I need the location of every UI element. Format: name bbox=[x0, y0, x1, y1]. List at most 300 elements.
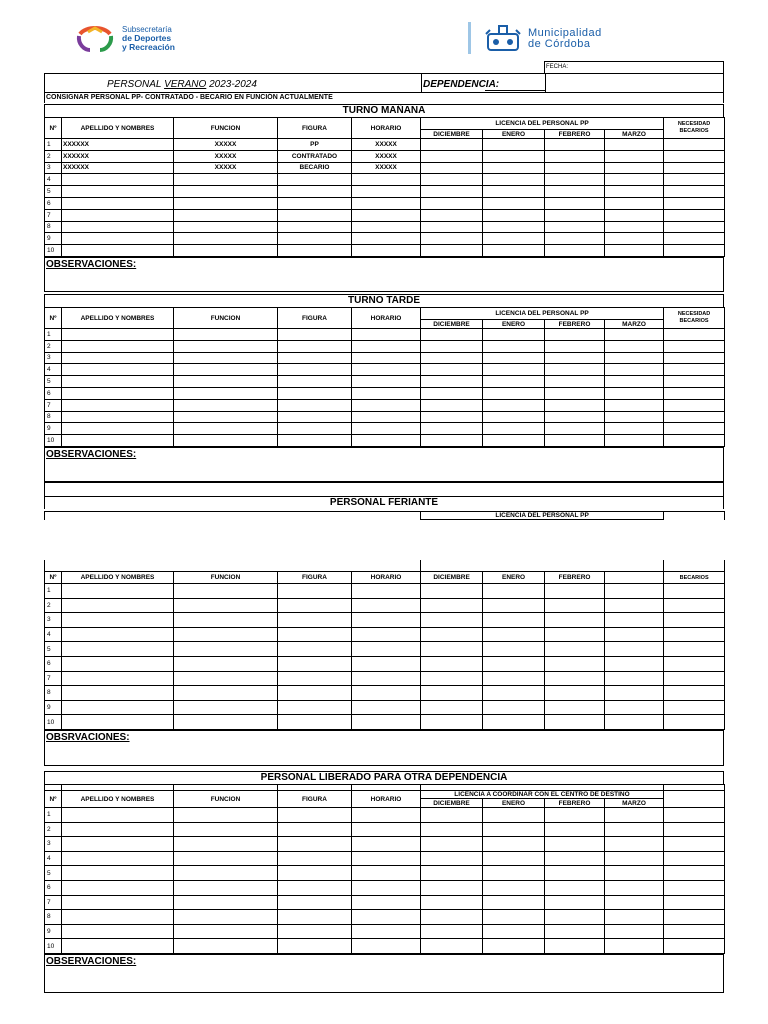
horario-cell[interactable]: XXXXX bbox=[352, 139, 421, 151]
marzo-cell[interactable] bbox=[605, 584, 664, 599]
febrero-cell[interactable] bbox=[545, 399, 605, 411]
febrero-cell[interactable] bbox=[545, 209, 605, 221]
febrero-cell[interactable] bbox=[545, 329, 605, 341]
funcion-cell[interactable] bbox=[174, 376, 278, 388]
funcion-cell[interactable] bbox=[174, 423, 278, 435]
febrero-cell[interactable] bbox=[545, 364, 605, 376]
enero-cell[interactable] bbox=[483, 686, 545, 701]
apellido-cell[interactable] bbox=[62, 866, 174, 881]
diciembre-cell[interactable] bbox=[421, 197, 483, 209]
apellido-cell[interactable]: XXXXXX bbox=[62, 162, 174, 174]
necesidad-cell[interactable] bbox=[664, 598, 725, 613]
necesidad-cell[interactable] bbox=[664, 822, 725, 837]
apellido-cell[interactable] bbox=[62, 808, 174, 823]
figura-cell[interactable] bbox=[278, 423, 352, 435]
diciembre-cell[interactable] bbox=[421, 584, 483, 599]
diciembre-cell[interactable] bbox=[421, 364, 483, 376]
apellido-cell[interactable] bbox=[62, 423, 174, 435]
febrero-cell[interactable] bbox=[545, 197, 605, 209]
funcion-cell[interactable] bbox=[174, 399, 278, 411]
diciembre-cell[interactable] bbox=[421, 329, 483, 341]
febrero-cell[interactable] bbox=[545, 435, 605, 447]
necesidad-cell[interactable] bbox=[664, 139, 725, 151]
figura-cell[interactable] bbox=[278, 910, 352, 925]
figura-cell[interactable] bbox=[278, 233, 352, 245]
diciembre-cell[interactable] bbox=[421, 686, 483, 701]
enero-cell[interactable] bbox=[483, 376, 545, 388]
febrero-cell[interactable] bbox=[545, 627, 605, 642]
funcion-cell[interactable] bbox=[174, 209, 278, 221]
apellido-cell[interactable] bbox=[62, 399, 174, 411]
funcion-cell[interactable] bbox=[174, 895, 278, 910]
diciembre-cell[interactable] bbox=[421, 186, 483, 198]
febrero-cell[interactable] bbox=[545, 221, 605, 233]
enero-cell[interactable] bbox=[483, 613, 545, 628]
diciembre-cell[interactable] bbox=[421, 340, 483, 352]
necesidad-cell[interactable] bbox=[664, 197, 725, 209]
figura-cell[interactable] bbox=[278, 221, 352, 233]
funcion-cell[interactable] bbox=[174, 686, 278, 701]
marzo-cell[interactable] bbox=[605, 671, 664, 686]
enero-cell[interactable] bbox=[483, 411, 545, 423]
marzo-cell[interactable] bbox=[605, 851, 664, 866]
enero-cell[interactable] bbox=[483, 399, 545, 411]
figura-cell[interactable] bbox=[278, 364, 352, 376]
febrero-cell[interactable] bbox=[545, 150, 605, 162]
necesidad-cell[interactable] bbox=[664, 150, 725, 162]
figura-cell[interactable] bbox=[278, 866, 352, 881]
diciembre-cell[interactable] bbox=[421, 822, 483, 837]
funcion-cell[interactable] bbox=[174, 233, 278, 245]
apellido-cell[interactable] bbox=[62, 221, 174, 233]
figura-cell[interactable] bbox=[278, 880, 352, 895]
horario-cell[interactable] bbox=[352, 627, 421, 642]
apellido-cell[interactable] bbox=[62, 924, 174, 939]
marzo-cell[interactable] bbox=[605, 364, 664, 376]
diciembre-cell[interactable] bbox=[421, 162, 483, 174]
horario-cell[interactable] bbox=[352, 837, 421, 852]
marzo-cell[interactable] bbox=[605, 352, 664, 364]
necesidad-cell[interactable] bbox=[664, 613, 725, 628]
apellido-cell[interactable] bbox=[62, 598, 174, 613]
diciembre-cell[interactable] bbox=[421, 837, 483, 852]
necesidad-cell[interactable] bbox=[664, 837, 725, 852]
marzo-cell[interactable] bbox=[605, 340, 664, 352]
figura-cell[interactable] bbox=[278, 671, 352, 686]
funcion-cell[interactable] bbox=[174, 584, 278, 599]
febrero-cell[interactable] bbox=[545, 352, 605, 364]
marzo-cell[interactable] bbox=[605, 245, 664, 257]
figura-cell[interactable] bbox=[278, 613, 352, 628]
figura-cell[interactable] bbox=[278, 435, 352, 447]
horario-cell[interactable] bbox=[352, 376, 421, 388]
diciembre-cell[interactable] bbox=[421, 233, 483, 245]
horario-cell[interactable] bbox=[352, 411, 421, 423]
marzo-cell[interactable] bbox=[605, 435, 664, 447]
funcion-cell[interactable] bbox=[174, 851, 278, 866]
marzo-cell[interactable] bbox=[605, 376, 664, 388]
necesidad-cell[interactable] bbox=[664, 924, 725, 939]
febrero-cell[interactable] bbox=[545, 910, 605, 925]
marzo-cell[interactable] bbox=[605, 613, 664, 628]
funcion-cell[interactable] bbox=[174, 808, 278, 823]
marzo-cell[interactable] bbox=[605, 387, 664, 399]
apellido-cell[interactable] bbox=[62, 174, 174, 186]
febrero-cell[interactable] bbox=[545, 139, 605, 151]
enero-cell[interactable] bbox=[483, 352, 545, 364]
marzo-cell[interactable] bbox=[605, 399, 664, 411]
funcion-cell[interactable] bbox=[174, 435, 278, 447]
apellido-cell[interactable] bbox=[62, 715, 174, 730]
diciembre-cell[interactable] bbox=[421, 352, 483, 364]
apellido-cell[interactable] bbox=[62, 671, 174, 686]
figura-cell[interactable] bbox=[278, 245, 352, 257]
figura-cell[interactable] bbox=[278, 174, 352, 186]
horario-cell[interactable] bbox=[352, 939, 421, 954]
enero-cell[interactable] bbox=[483, 656, 545, 671]
figura-cell[interactable] bbox=[278, 939, 352, 954]
figura-cell[interactable] bbox=[278, 352, 352, 364]
marzo-cell[interactable] bbox=[605, 233, 664, 245]
diciembre-cell[interactable] bbox=[421, 642, 483, 657]
observaciones-box[interactable] bbox=[44, 730, 724, 766]
enero-cell[interactable] bbox=[483, 209, 545, 221]
figura-cell[interactable] bbox=[278, 340, 352, 352]
horario-cell[interactable] bbox=[352, 895, 421, 910]
febrero-cell[interactable] bbox=[545, 387, 605, 399]
horario-cell[interactable] bbox=[352, 671, 421, 686]
marzo-cell[interactable] bbox=[605, 924, 664, 939]
marzo-cell[interactable] bbox=[605, 139, 664, 151]
diciembre-cell[interactable] bbox=[421, 598, 483, 613]
enero-cell[interactable] bbox=[483, 598, 545, 613]
funcion-cell[interactable] bbox=[174, 627, 278, 642]
figura-cell[interactable] bbox=[278, 627, 352, 642]
figura-cell[interactable] bbox=[278, 686, 352, 701]
figura-cell[interactable] bbox=[278, 837, 352, 852]
necesidad-cell[interactable] bbox=[664, 364, 725, 376]
diciembre-cell[interactable] bbox=[421, 399, 483, 411]
figura-cell[interactable] bbox=[278, 197, 352, 209]
necesidad-cell[interactable] bbox=[664, 642, 725, 657]
funcion-cell[interactable]: XXXXX bbox=[174, 162, 278, 174]
necesidad-cell[interactable] bbox=[664, 715, 725, 730]
necesidad-cell[interactable] bbox=[664, 880, 725, 895]
necesidad-cell[interactable] bbox=[664, 435, 725, 447]
figura-cell[interactable] bbox=[278, 411, 352, 423]
horario-cell[interactable] bbox=[352, 329, 421, 341]
diciembre-cell[interactable] bbox=[421, 376, 483, 388]
funcion-cell[interactable] bbox=[174, 387, 278, 399]
funcion-cell[interactable] bbox=[174, 329, 278, 341]
diciembre-cell[interactable] bbox=[421, 851, 483, 866]
enero-cell[interactable] bbox=[483, 910, 545, 925]
marzo-cell[interactable] bbox=[605, 837, 664, 852]
funcion-cell[interactable] bbox=[174, 352, 278, 364]
apellido-cell[interactable] bbox=[62, 584, 174, 599]
diciembre-cell[interactable] bbox=[421, 387, 483, 399]
enero-cell[interactable] bbox=[483, 627, 545, 642]
apellido-cell[interactable] bbox=[62, 642, 174, 657]
observaciones-box[interactable] bbox=[44, 954, 724, 993]
febrero-cell[interactable] bbox=[545, 866, 605, 881]
figura-cell[interactable]: BECARIO bbox=[278, 162, 352, 174]
horario-cell[interactable]: XXXXX bbox=[352, 162, 421, 174]
horario-cell[interactable] bbox=[352, 808, 421, 823]
febrero-cell[interactable] bbox=[545, 851, 605, 866]
funcion-cell[interactable] bbox=[174, 822, 278, 837]
figura-cell[interactable] bbox=[278, 387, 352, 399]
enero-cell[interactable] bbox=[483, 700, 545, 715]
febrero-cell[interactable] bbox=[545, 822, 605, 837]
necesidad-cell[interactable] bbox=[664, 866, 725, 881]
diciembre-cell[interactable] bbox=[421, 613, 483, 628]
enero-cell[interactable] bbox=[483, 866, 545, 881]
apellido-cell[interactable] bbox=[62, 656, 174, 671]
apellido-cell[interactable]: XXXXXX bbox=[62, 139, 174, 151]
apellido-cell[interactable] bbox=[62, 329, 174, 341]
enero-cell[interactable] bbox=[483, 387, 545, 399]
funcion-cell[interactable] bbox=[174, 671, 278, 686]
necesidad-cell[interactable] bbox=[664, 387, 725, 399]
funcion-cell[interactable] bbox=[174, 837, 278, 852]
funcion-cell[interactable] bbox=[174, 197, 278, 209]
apellido-cell[interactable] bbox=[62, 364, 174, 376]
figura-cell[interactable] bbox=[278, 209, 352, 221]
marzo-cell[interactable] bbox=[605, 808, 664, 823]
funcion-cell[interactable] bbox=[174, 411, 278, 423]
enero-cell[interactable] bbox=[483, 329, 545, 341]
marzo-cell[interactable] bbox=[605, 411, 664, 423]
horario-cell[interactable] bbox=[352, 822, 421, 837]
marzo-cell[interactable] bbox=[605, 329, 664, 341]
enero-cell[interactable] bbox=[483, 895, 545, 910]
enero-cell[interactable] bbox=[483, 924, 545, 939]
funcion-cell[interactable] bbox=[174, 245, 278, 257]
febrero-cell[interactable] bbox=[545, 939, 605, 954]
febrero-cell[interactable] bbox=[545, 880, 605, 895]
necesidad-cell[interactable] bbox=[664, 329, 725, 341]
horario-cell[interactable] bbox=[352, 352, 421, 364]
horario-cell[interactable] bbox=[352, 340, 421, 352]
enero-cell[interactable] bbox=[483, 139, 545, 151]
marzo-cell[interactable] bbox=[605, 423, 664, 435]
apellido-cell[interactable] bbox=[62, 627, 174, 642]
apellido-cell[interactable] bbox=[62, 837, 174, 852]
necesidad-cell[interactable] bbox=[664, 584, 725, 599]
diciembre-cell[interactable] bbox=[421, 627, 483, 642]
horario-cell[interactable] bbox=[352, 613, 421, 628]
febrero-cell[interactable] bbox=[545, 837, 605, 852]
funcion-cell[interactable] bbox=[174, 656, 278, 671]
horario-cell[interactable] bbox=[352, 209, 421, 221]
apellido-cell[interactable] bbox=[62, 233, 174, 245]
marzo-cell[interactable] bbox=[605, 197, 664, 209]
funcion-cell[interactable] bbox=[174, 910, 278, 925]
figura-cell[interactable]: CONTRATADO bbox=[278, 150, 352, 162]
diciembre-cell[interactable] bbox=[421, 880, 483, 895]
apellido-cell[interactable] bbox=[62, 910, 174, 925]
necesidad-cell[interactable] bbox=[664, 174, 725, 186]
necesidad-cell[interactable] bbox=[664, 162, 725, 174]
funcion-cell[interactable] bbox=[174, 221, 278, 233]
marzo-cell[interactable] bbox=[605, 715, 664, 730]
diciembre-cell[interactable] bbox=[421, 910, 483, 925]
necesidad-cell[interactable] bbox=[664, 700, 725, 715]
diciembre-cell[interactable] bbox=[421, 671, 483, 686]
apellido-cell[interactable] bbox=[62, 387, 174, 399]
necesidad-cell[interactable] bbox=[664, 686, 725, 701]
febrero-cell[interactable] bbox=[545, 162, 605, 174]
enero-cell[interactable] bbox=[483, 245, 545, 257]
marzo-cell[interactable] bbox=[605, 910, 664, 925]
febrero-cell[interactable] bbox=[545, 598, 605, 613]
figura-cell[interactable] bbox=[278, 851, 352, 866]
necesidad-cell[interactable] bbox=[664, 376, 725, 388]
horario-cell[interactable] bbox=[352, 715, 421, 730]
apellido-cell[interactable] bbox=[62, 197, 174, 209]
horario-cell[interactable] bbox=[352, 186, 421, 198]
apellido-cell[interactable] bbox=[62, 895, 174, 910]
funcion-cell[interactable] bbox=[174, 939, 278, 954]
apellido-cell[interactable] bbox=[62, 186, 174, 198]
marzo-cell[interactable] bbox=[605, 162, 664, 174]
marzo-cell[interactable] bbox=[605, 186, 664, 198]
diciembre-cell[interactable] bbox=[421, 423, 483, 435]
diciembre-cell[interactable] bbox=[421, 221, 483, 233]
febrero-cell[interactable] bbox=[545, 376, 605, 388]
figura-cell[interactable] bbox=[278, 924, 352, 939]
necesidad-cell[interactable] bbox=[664, 808, 725, 823]
figura-cell[interactable] bbox=[278, 700, 352, 715]
febrero-cell[interactable] bbox=[545, 584, 605, 599]
enero-cell[interactable] bbox=[483, 808, 545, 823]
marzo-cell[interactable] bbox=[605, 627, 664, 642]
necesidad-cell[interactable] bbox=[664, 186, 725, 198]
apellido-cell[interactable] bbox=[62, 700, 174, 715]
febrero-cell[interactable] bbox=[545, 686, 605, 701]
apellido-cell[interactable] bbox=[62, 245, 174, 257]
funcion-cell[interactable] bbox=[174, 598, 278, 613]
enero-cell[interactable] bbox=[483, 642, 545, 657]
dependencia-input-line[interactable] bbox=[485, 90, 545, 91]
necesidad-cell[interactable] bbox=[664, 910, 725, 925]
necesidad-cell[interactable] bbox=[664, 423, 725, 435]
diciembre-cell[interactable] bbox=[421, 150, 483, 162]
diciembre-cell[interactable] bbox=[421, 924, 483, 939]
horario-cell[interactable] bbox=[352, 642, 421, 657]
figura-cell[interactable]: PP bbox=[278, 139, 352, 151]
horario-cell[interactable] bbox=[352, 656, 421, 671]
enero-cell[interactable] bbox=[483, 162, 545, 174]
diciembre-cell[interactable] bbox=[421, 715, 483, 730]
diciembre-cell[interactable] bbox=[421, 656, 483, 671]
apellido-cell[interactable] bbox=[62, 613, 174, 628]
marzo-cell[interactable] bbox=[605, 642, 664, 657]
diciembre-cell[interactable] bbox=[421, 174, 483, 186]
enero-cell[interactable] bbox=[483, 671, 545, 686]
necesidad-cell[interactable] bbox=[664, 209, 725, 221]
necesidad-cell[interactable] bbox=[664, 221, 725, 233]
horario-cell[interactable] bbox=[352, 233, 421, 245]
febrero-cell[interactable] bbox=[545, 924, 605, 939]
horario-cell[interactable] bbox=[352, 584, 421, 599]
enero-cell[interactable] bbox=[483, 715, 545, 730]
diciembre-cell[interactable] bbox=[421, 939, 483, 954]
funcion-cell[interactable] bbox=[174, 700, 278, 715]
marzo-cell[interactable] bbox=[605, 150, 664, 162]
enero-cell[interactable] bbox=[483, 233, 545, 245]
funcion-cell[interactable]: XXXXX bbox=[174, 139, 278, 151]
figura-cell[interactable] bbox=[278, 598, 352, 613]
marzo-cell[interactable] bbox=[605, 939, 664, 954]
funcion-cell[interactable] bbox=[174, 186, 278, 198]
necesidad-cell[interactable] bbox=[664, 851, 725, 866]
febrero-cell[interactable] bbox=[545, 808, 605, 823]
necesidad-cell[interactable] bbox=[664, 399, 725, 411]
funcion-cell[interactable]: XXXXX bbox=[174, 150, 278, 162]
enero-cell[interactable] bbox=[483, 364, 545, 376]
diciembre-cell[interactable] bbox=[421, 895, 483, 910]
marzo-cell[interactable] bbox=[605, 880, 664, 895]
horario-cell[interactable] bbox=[352, 197, 421, 209]
apellido-cell[interactable] bbox=[62, 851, 174, 866]
figura-cell[interactable] bbox=[278, 895, 352, 910]
horario-cell[interactable] bbox=[352, 387, 421, 399]
febrero-cell[interactable] bbox=[545, 174, 605, 186]
apellido-cell[interactable] bbox=[62, 880, 174, 895]
figura-cell[interactable] bbox=[278, 715, 352, 730]
necesidad-cell[interactable] bbox=[664, 939, 725, 954]
diciembre-cell[interactable] bbox=[421, 245, 483, 257]
apellido-cell[interactable] bbox=[62, 939, 174, 954]
funcion-cell[interactable] bbox=[174, 866, 278, 881]
necesidad-cell[interactable] bbox=[664, 895, 725, 910]
febrero-cell[interactable] bbox=[545, 895, 605, 910]
funcion-cell[interactable] bbox=[174, 715, 278, 730]
febrero-cell[interactable] bbox=[545, 233, 605, 245]
marzo-cell[interactable] bbox=[605, 686, 664, 701]
necesidad-cell[interactable] bbox=[664, 671, 725, 686]
marzo-cell[interactable] bbox=[605, 174, 664, 186]
horario-cell[interactable] bbox=[352, 174, 421, 186]
horario-cell[interactable]: XXXXX bbox=[352, 150, 421, 162]
horario-cell[interactable] bbox=[352, 423, 421, 435]
febrero-cell[interactable] bbox=[545, 715, 605, 730]
figura-cell[interactable] bbox=[278, 642, 352, 657]
funcion-cell[interactable] bbox=[174, 364, 278, 376]
enero-cell[interactable] bbox=[483, 584, 545, 599]
diciembre-cell[interactable] bbox=[421, 700, 483, 715]
apellido-cell[interactable] bbox=[62, 822, 174, 837]
horario-cell[interactable] bbox=[352, 866, 421, 881]
enero-cell[interactable] bbox=[483, 939, 545, 954]
figura-cell[interactable] bbox=[278, 376, 352, 388]
necesidad-cell[interactable] bbox=[664, 245, 725, 257]
enero-cell[interactable] bbox=[483, 150, 545, 162]
figura-cell[interactable] bbox=[278, 584, 352, 599]
necesidad-cell[interactable] bbox=[664, 352, 725, 364]
febrero-cell[interactable] bbox=[545, 656, 605, 671]
figura-cell[interactable] bbox=[278, 656, 352, 671]
enero-cell[interactable] bbox=[483, 822, 545, 837]
marzo-cell[interactable] bbox=[605, 656, 664, 671]
enero-cell[interactable] bbox=[483, 880, 545, 895]
marzo-cell[interactable] bbox=[605, 866, 664, 881]
horario-cell[interactable] bbox=[352, 700, 421, 715]
marzo-cell[interactable] bbox=[605, 700, 664, 715]
febrero-cell[interactable] bbox=[545, 700, 605, 715]
